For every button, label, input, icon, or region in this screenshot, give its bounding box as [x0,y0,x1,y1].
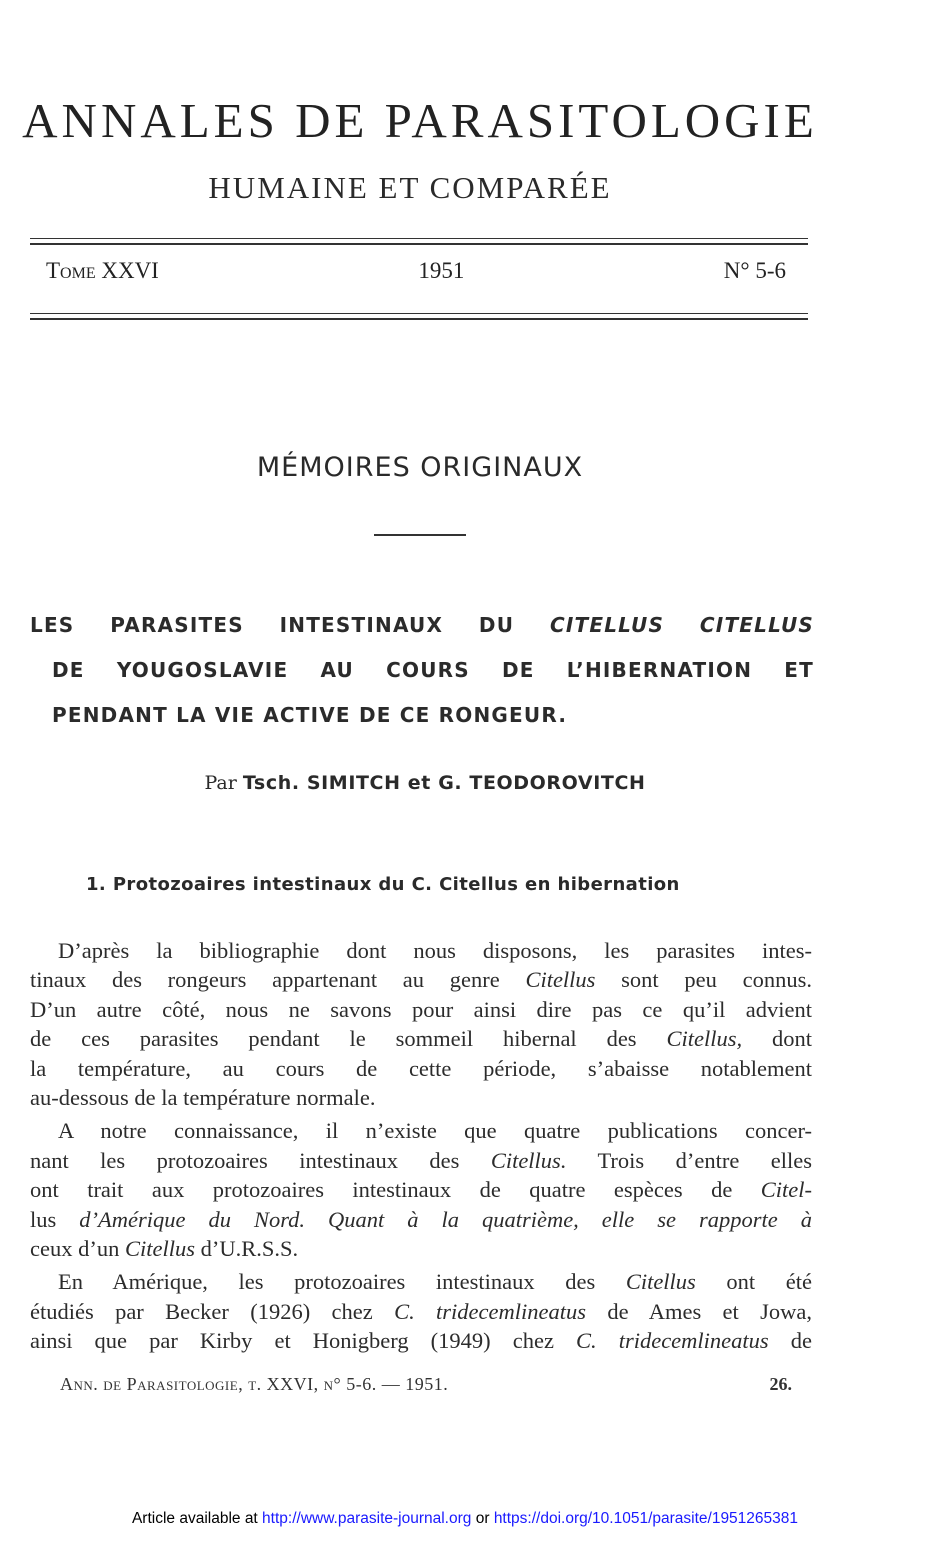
text-segment: nant les protozoaires intestinaux des [30,1147,491,1173]
text-segment: D’après la bibliographie dont nous disposons, les parasites intes- [58,938,812,963]
text-segment: de [768,1328,812,1354]
availability-note [0,1510,930,1528]
paragraph-3 [30,1267,812,1355]
availability-or: or [471,1510,494,1527]
page-number: 26. [769,1374,792,1394]
journal-title: ANNALES DE PARASITOLOGIE [22,93,818,148]
text-line [30,995,812,1024]
text-line [30,1205,812,1234]
italic-term: Citel- [760,1177,812,1203]
italic-term: d’Amérique du Nord. Quant à la quatrième, elle se rapporte à [56,1206,812,1232]
subsection-heading: 1. Protozoaires intestinaux du C. Citellus en hibernation [86,874,680,895]
text-line [30,1297,812,1326]
author-names: Tsch. SIMITCH et G. TEODOROVITCH [242,772,646,794]
text-line [30,1234,812,1263]
section-divider [374,534,466,536]
text-segment: En Amérique, les protozoaires intestinaux des [58,1269,626,1295]
text-line [30,1175,812,1204]
availability-prefix: Article available at [131,1510,263,1527]
text-line [30,1054,812,1083]
text-line [30,1267,812,1296]
text-segment: dont [742,1026,812,1052]
italic-term: Citellus, [666,1026,743,1052]
text-line [30,965,812,994]
text-segment: tinaux des rongeurs appartenant au genre [30,967,526,993]
text-segment: de ces parasites pendant le sommeil hibernal des [30,1026,667,1052]
title-line-1-species: CITELLUS CITELLUS [550,613,814,637]
text-segment: ainsi que par Kirby et Honigberg (1949) chez [30,1328,576,1354]
italic-term: Citellus [124,1236,195,1262]
text-line [30,936,812,965]
text-segment: D’un autre côté, nous ne savons pour ainsi dire pas ce qu’il advient [30,996,812,1022]
text-segment: A notre connaissance, il n’existe que quatre publications concer- [58,1118,812,1144]
title-line-3: PENDANT LA VIE ACTIVE DE CE RONGEUR. [52,703,568,727]
text-segment: au-dessous de la température normale. [30,1085,376,1111]
text-line [30,1083,812,1112]
text-segment: ont trait aux protozoaires intestinaux de quatre espèces de [30,1177,761,1203]
title-line-1: LES PARASITES INTESTINAUX DU [30,613,551,637]
body-text [30,936,812,1360]
header-rule-top [30,238,808,245]
text-line [30,1326,812,1355]
title-line-2: DE YOUGOSLAVIE AU COURS DE L’HIBERNATION ET [52,658,814,682]
paragraph-2 [30,1116,812,1263]
paragraph-1 [30,936,812,1112]
issue-year: 1951 [418,258,465,283]
byline [0,772,850,794]
footer-citation: Ann. de Parasitologie, t. XXVI, n° 5-6. — 1951. [60,1374,449,1394]
header-rule-bottom [30,313,808,320]
italic-term: Citellus [525,967,596,993]
text-segment: ceux d’un [30,1236,125,1262]
issue-info [46,258,786,284]
journal-subtitle: HUMAINE ET COMPARÉE [208,170,612,205]
page-footer [60,1374,792,1395]
italic-term: C. tridecemlineatus [394,1298,587,1324]
text-segment: de Ames et Jowa, [586,1298,812,1324]
text-segment: étudiés par Becker (1926) chez [30,1298,395,1324]
text-line [30,1146,812,1175]
article-title [30,603,814,738]
text-line [30,1024,812,1053]
text-segment: sont peu connus. [595,967,812,993]
doi-link[interactable]: https://doi.org/10.1051/parasite/1951265381 [493,1510,799,1527]
italic-term: C. tridecemlineatus [576,1328,769,1354]
text-segment: la température, au cours de cette période, s’abaisse notablement [30,1055,812,1081]
byline-prefix: Par [204,772,243,794]
text-segment: d’U.R.S.S. [194,1236,299,1262]
italic-term: Citellus. [490,1147,567,1173]
text-segment: lus [30,1206,57,1232]
text-segment: ont été [695,1269,812,1295]
volume-label: Tome XXVI [46,258,159,283]
text-segment: Trois d’entre elles [566,1147,812,1173]
text-line [30,1116,812,1145]
journal-link[interactable]: http://www.parasite-journal.org [262,1510,472,1527]
issue-number: N° 5-6 [723,258,786,283]
section-heading: MÉMOIRES ORIGINAUX [256,452,584,483]
italic-term: Citellus [625,1269,696,1295]
